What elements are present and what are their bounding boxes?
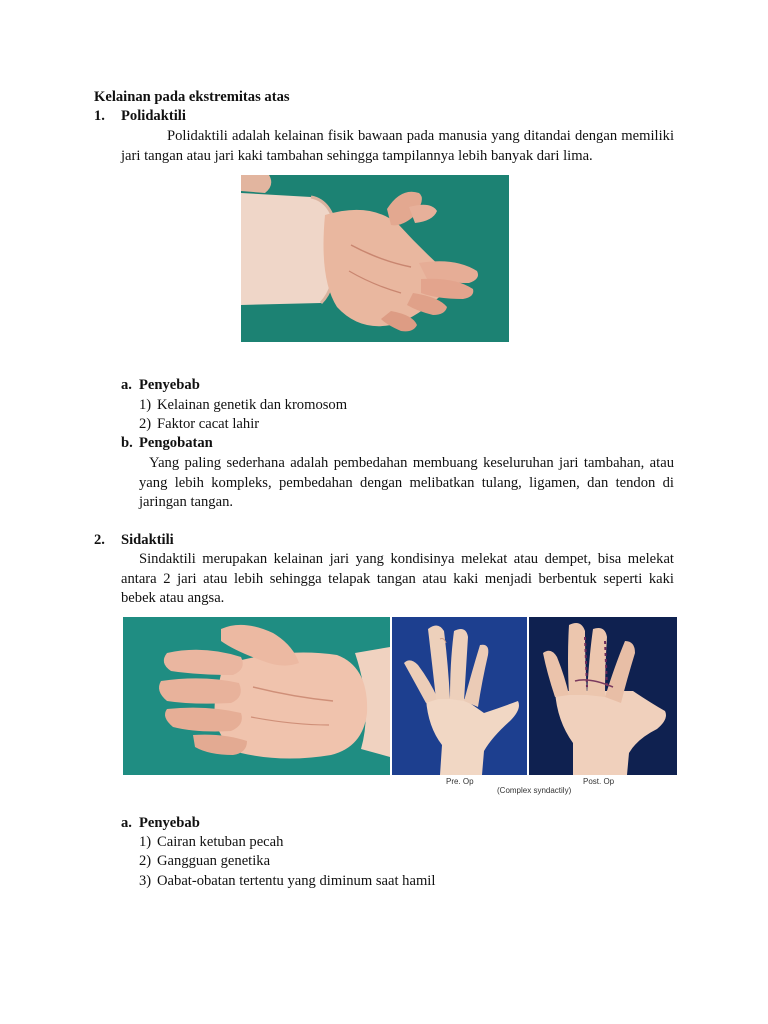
list-item-number: 2) [139, 853, 152, 869]
section-2-cause-letter: a. [121, 815, 132, 831]
hand-photo-icon [241, 175, 509, 342]
post-op-photo [529, 617, 677, 775]
section-2-cause-title: Penyebab [139, 815, 200, 831]
list-item-number: 1) [139, 397, 152, 413]
section-1-number: 1. [94, 108, 105, 124]
hand-photo-icon [123, 617, 390, 775]
section-1-cause-title: Penyebab [139, 377, 200, 393]
syndactyly-photo [123, 617, 390, 775]
polydactyly-photo [241, 175, 509, 342]
section-1-treatment-letter: b. [121, 435, 133, 451]
section-1-title: Polidaktili [121, 108, 186, 124]
section-1-treatment-paragraph: Yang paling sederhana adalah pembedahan membuang keseluruhan jari tambahan, atau yang lebih kompleks, pembedahan dengan melibatkan tulang, ligamen, dan tendon di jaringan tangan. [139, 455, 674, 510]
list-item: Kelainan genetik dan kromosom [157, 397, 348, 413]
section-2-title: Sidaktili [121, 532, 174, 548]
syndactyly-type-caption: (Complex syndactily) [497, 786, 572, 795]
page-heading: Kelainan pada ekstremitas atas [94, 89, 290, 105]
list-item: Gangguan genetika [157, 853, 271, 869]
hand-photo-icon [529, 617, 677, 775]
pre-op-caption: Pre. Op [446, 777, 474, 786]
list-item: Cairan ketuban pecah [157, 834, 284, 850]
list-item-number: 1) [139, 834, 152, 850]
section-2-paragraph: Sindaktili merupakan kelainan jari yang kondisinya melekat atau dempet, bisa melekat antara 2 jari atau lebih sehingga telapak tangan atau kaki menjadi berbentuk seperti kaki bebek atau angsa. [121, 551, 674, 606]
section-1-treatment-title: Pengobatan [139, 435, 213, 451]
post-op-caption: Post. Op [583, 777, 615, 786]
list-item-number: 2) [139, 416, 152, 432]
section-2-number: 2. [94, 532, 105, 548]
pre-op-photo [392, 617, 527, 775]
list-item-number: 3) [139, 873, 152, 889]
section-1-paragraph: Polidaktili adalah kelainan fisik bawaan pada manusia yang ditandai dengan memiliki jari tangan atau jari kaki tambahan sehingga tampilannya lebih banyak dari lima. [121, 128, 674, 164]
list-item: Oabat-obatan tertentu yang diminum saat hamil [157, 873, 436, 889]
list-item: Faktor cacat lahir [157, 416, 260, 432]
section-1-cause-letter: a. [121, 377, 132, 393]
hand-photo-icon [392, 617, 527, 775]
